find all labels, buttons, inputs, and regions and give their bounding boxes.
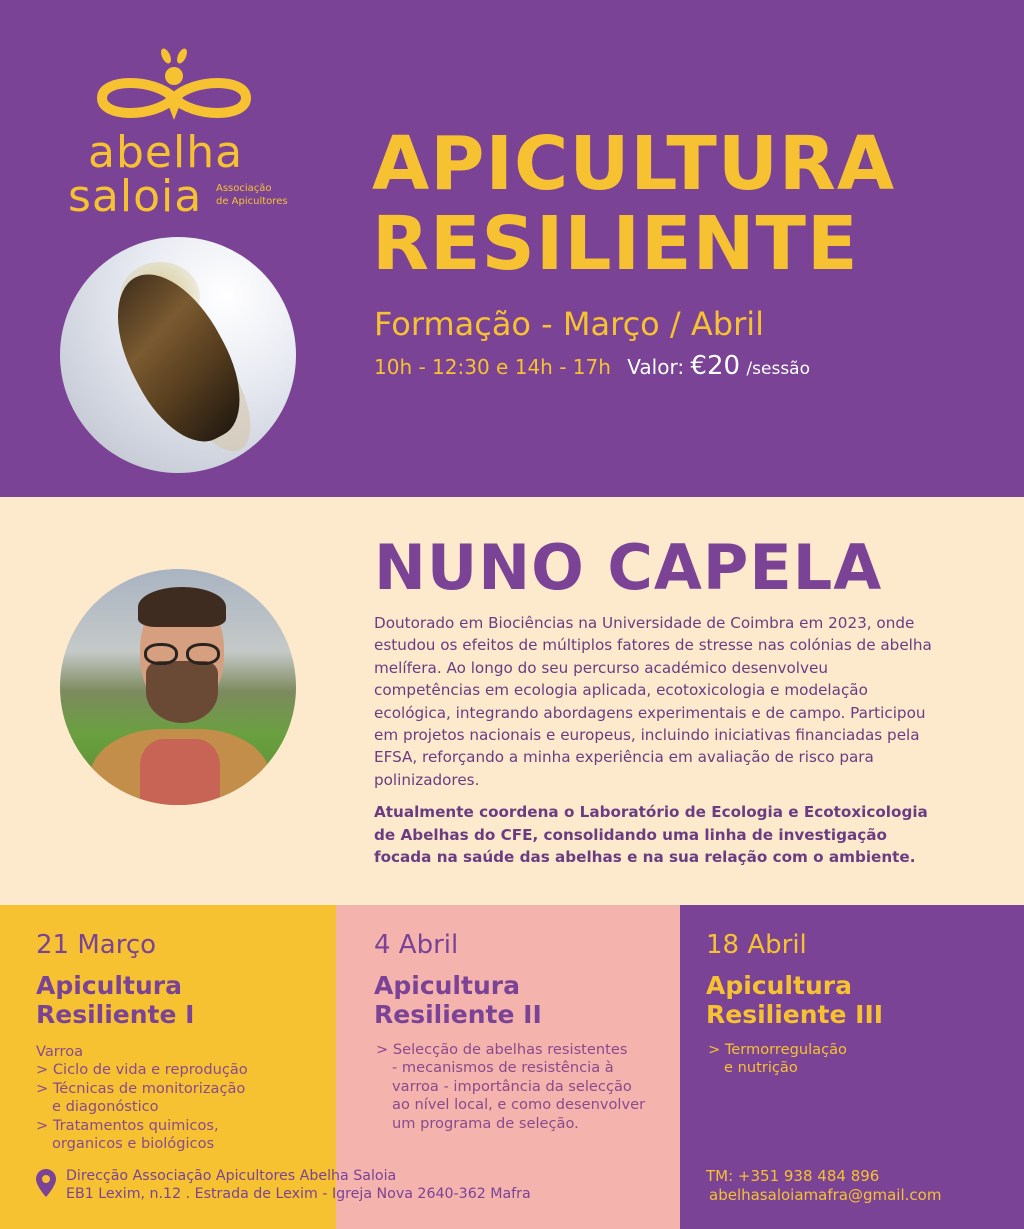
- location-pin-icon: [36, 1169, 56, 1197]
- session-date: 4 Abril: [374, 930, 459, 960]
- address-line1: Direcção Associação Apicultores Abelha Saloia: [66, 1168, 397, 1184]
- address-block: [36, 1167, 531, 1203]
- header-section: [0, 0, 1024, 497]
- brand-tagline-line1: Associação: [216, 183, 272, 194]
- brand-name-line2: saloia: [68, 171, 203, 222]
- session-title-line1: Apicultura: [706, 971, 852, 1000]
- brand-name-line1: abelha: [88, 127, 244, 178]
- price-unit: /sessão: [746, 359, 810, 379]
- topic-line: ao nível local, e como desenvolver: [392, 1096, 646, 1114]
- topic-line: um programa de seleção.: [392, 1114, 579, 1132]
- brand-tagline-line2: de Apicultores: [216, 196, 288, 207]
- topic-line: varroa - importância da selecção: [392, 1077, 632, 1095]
- session-topics: [36, 1043, 248, 1153]
- topic-line: > Ciclo de vida e reprodução: [36, 1061, 248, 1079]
- portrait-detail: [146, 661, 218, 723]
- session-topics: [376, 1041, 645, 1133]
- email-link[interactable]: abelhasaloiamafra@gmail.com: [709, 1186, 942, 1204]
- topic-line: Varroa: [36, 1043, 84, 1060]
- page-title: [372, 121, 896, 287]
- address-line2: EB1 Lexim, n.12 . Estrada de Lexim - Igreja Nova 2640-362 Mafra: [66, 1186, 531, 1202]
- session-title-line1: Apicultura: [374, 971, 520, 1000]
- session-title-line1: Apicultura: [36, 971, 182, 1000]
- speaker-bio: [374, 612, 934, 868]
- bio-paragraph: Doutorado em Biociências na Universidade de Coimbra em 2023, onde estudou os efeitos de múltiplos fatores de stresse nas colónias de abelha melífera. Ao longo do seu percurso académico desenvolveu competências em ecologia aplicada, ecotoxicologia e modelação ecológica, integrando abordagens experimentais e de campo. Participou em projetos nacionais e europeus, incluindo iniciativas financiadas pela EFSA, reforçando a minha experiência em avaliação de risco para polinizadores.: [374, 614, 932, 789]
- session-title: [36, 971, 194, 1029]
- glasses-lens: [144, 643, 178, 665]
- title-line1: APICULTURA: [372, 121, 896, 207]
- speaker-portrait: [60, 569, 296, 805]
- session-topics: [708, 1041, 847, 1078]
- glasses-lens: [186, 643, 220, 665]
- topic-line: > Termorregulação: [708, 1041, 847, 1058]
- topic-line: e nutrição: [724, 1059, 798, 1077]
- title-line2: RESILIENTE: [372, 201, 859, 287]
- portrait-detail: [144, 643, 222, 665]
- session-title-line2: Resiliente III: [706, 1000, 884, 1029]
- phone-number[interactable]: TM: +351 938 484 896: [706, 1167, 880, 1185]
- brand-tagline: [216, 182, 288, 208]
- session-title-line2: Resiliente I: [36, 1000, 195, 1029]
- session-title-line2: Resiliente II: [374, 1000, 542, 1029]
- schedule-hours: 10h - 12:30 e 14h - 17h: [374, 355, 611, 379]
- bio-paragraph: Atualmente coordena o Laboratório de Ecologia e Ecotoxicologia de Abelhas do CFE, consolidando uma linha de investigação focada na saúde das abelhas e na sua relação com o ambiente.: [374, 803, 928, 867]
- brand-logo: [68, 48, 316, 222]
- speaker-name: NUNO CAPELA: [374, 531, 883, 604]
- bee-infinity-logo-icon: [94, 48, 254, 138]
- price-label: Valor:: [627, 355, 685, 379]
- session-title: [706, 971, 883, 1029]
- bee-photo: [60, 237, 296, 473]
- address-text: [66, 1167, 531, 1203]
- topic-line: > Tratamentos quimicos,: [36, 1116, 219, 1134]
- schedule-and-price: [374, 352, 810, 383]
- price-value: €20: [690, 351, 741, 381]
- topic-line: > Selecção de abelhas resistentes: [376, 1041, 628, 1058]
- course-subtitle: Formação - Março / Abril: [374, 305, 764, 343]
- portrait-detail: [140, 739, 220, 805]
- contact-block: [706, 1167, 941, 1205]
- topic-line: > Técnicas de monitorização: [36, 1079, 246, 1097]
- session-title: [374, 971, 542, 1029]
- topic-line: - mecanismos de resistência à: [392, 1059, 614, 1077]
- portrait-detail: [138, 587, 226, 627]
- session-date: 18 Abril: [706, 930, 807, 960]
- topic-line: e diagonóstico: [52, 1098, 159, 1116]
- topic-line: organicos e biológicos: [52, 1135, 215, 1153]
- session-date: 21 Março: [36, 930, 157, 960]
